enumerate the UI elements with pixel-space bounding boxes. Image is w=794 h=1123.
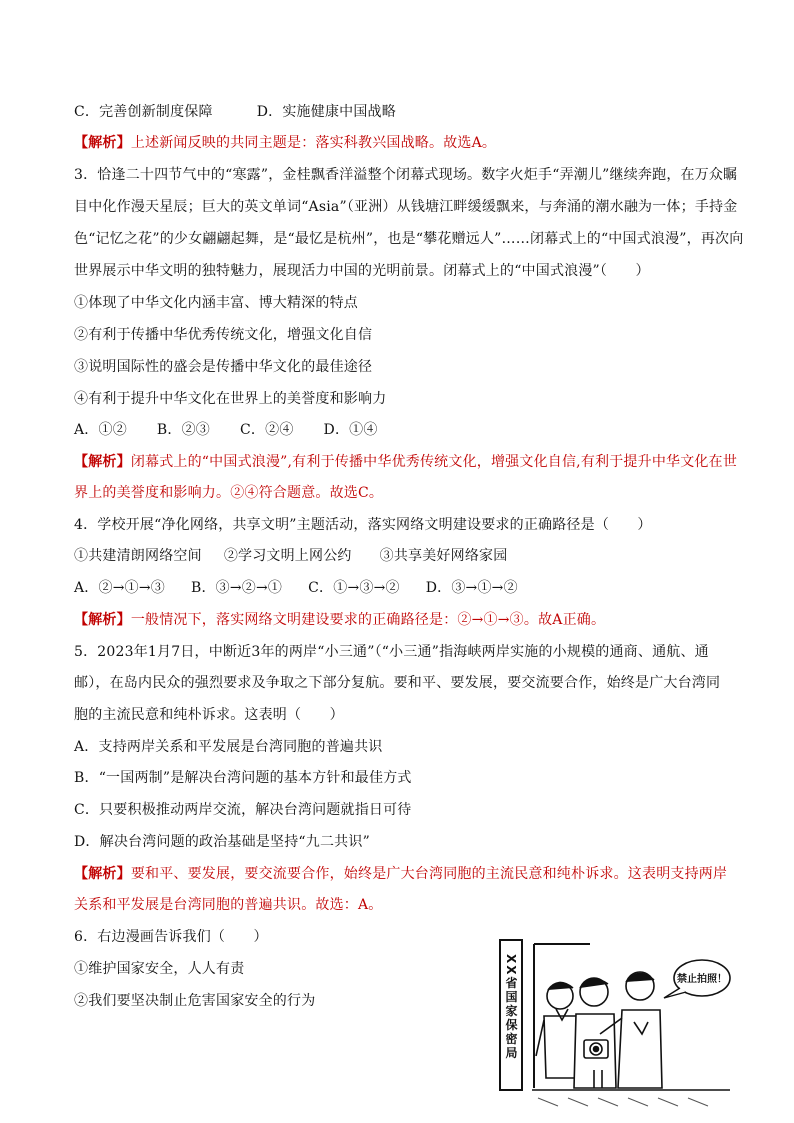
q3-option-d: D．①④ <box>323 422 378 438</box>
q2-option-c: C．完善创新制度保障 <box>74 104 213 120</box>
q5-stem-line-1: 5．2023年1月7日，中断近3年的两岸“小三通”（“小三通”指海峡两岸实施的小规模的通商、通航、通 <box>74 644 709 660</box>
comic-figure-left <box>536 982 580 1078</box>
q3-option-b: B．②③ <box>156 422 211 438</box>
q5-analysis-line-2: 关系和平发展是台湾同胞的普遍共识。故选：A。 <box>74 897 383 913</box>
q2-options-cd <box>74 102 396 122</box>
q4-option-d: D．③→①→② <box>425 580 518 596</box>
q3-analysis-text-1: 闭幕式上的“中国式浪漫”,有利于传播中华优秀传统文化，增强文化自信,有利于提升中华文化在世 <box>130 454 738 470</box>
q3-options <box>74 420 378 440</box>
comic-illustration <box>498 938 734 1116</box>
q5-stem-line-2: 邮），在岛内民众的强烈要求及争取之下部分复航。要和平、要发展，要交流要合作，始终是广大台湾同 <box>74 675 721 691</box>
q4-option-a: A．②→①→③ <box>74 580 165 596</box>
q3-stem-line-3: 色“记忆之花”的少女翩翩起舞，是“最忆是杭州”，也是“攀花赠远人”……闭幕式上的“中国式浪漫”，再次向 <box>74 231 744 247</box>
comic-speech-bubble <box>664 960 730 998</box>
q4-option-b: B．③→②→① <box>190 580 283 596</box>
q3-analysis-line-1 <box>74 452 737 472</box>
q4-analysis <box>74 610 605 630</box>
q3-analysis-text-2c: 。故选C。 <box>315 485 384 501</box>
q4-item-3: ③共享美好网络家园 <box>379 548 508 564</box>
q3-option-c: C．②④ <box>240 422 294 438</box>
q5-option-b: B．“一国两制”是解决台湾问题的基本方针和最佳方式 <box>74 770 412 786</box>
q6-item-2: ②我们要坚决制止危害国家安全的行为 <box>74 993 316 1009</box>
q2-option-d: D．实施健康中国战略 <box>256 104 396 120</box>
q3-item-2: ②有利于传播中华优秀传统文化，增强文化自信 <box>74 327 373 343</box>
q4-analysis-text-a: 一般情况下，落实网络文明建设要求的正确路径是： <box>130 612 458 628</box>
q2-analysis <box>74 133 496 153</box>
q3-analysis-highlight: ②④符合题意 <box>230 485 316 501</box>
q3-analysis-text-2a: 界上的美誉度和影响力。 <box>74 485 231 501</box>
q3-stem-line-2: 目中化作漫天星辰；巨大的英文单词“Asia”（亚洲）从钱塘江畔缓缓飘来，与奔涌的潮水融为一体；手持金 <box>74 199 738 215</box>
q5-stem-line-3: 胞的主流民意和纯朴诉求。这表明（ ） <box>74 707 344 723</box>
analysis-tag: 【解析】 <box>74 612 131 628</box>
q4-options <box>74 578 518 598</box>
q5-option-c: C．只要积极推动两岸交流，解决台湾问题就指日可待 <box>74 802 412 818</box>
q2-analysis-text: 上述新闻反映的共同主题是：落实科教兴国战略。故选A。 <box>130 135 497 151</box>
q4-items <box>74 546 507 566</box>
analysis-tag: 【解析】 <box>74 454 131 470</box>
q4-analysis-highlight: ②→①→③ <box>457 612 524 628</box>
analysis-tag: 【解析】 <box>74 866 131 882</box>
q3-item-3: ③说明国际性的盛会是传播中华文化的最佳途径 <box>74 359 373 375</box>
q3-item-1: ①体现了中华文化内涵丰富、博大精深的特点 <box>74 295 358 311</box>
comic-sign-text: XX省国家保密局 <box>504 954 518 1061</box>
q4-option-c: C．①→③→② <box>308 580 400 596</box>
q3-item-4: ④有利于提升中华文化在世界上的美誉度和影响力 <box>74 391 387 407</box>
comic-figure-middle <box>574 978 616 1088</box>
q4-item-2: ②学习文明上网公约 <box>223 548 352 564</box>
q5-option-d: D．解决台湾问题的政治基础是坚持“九二共识” <box>74 834 370 850</box>
q6-stem: 6．右边漫画告诉我们（ ） <box>74 929 268 945</box>
q3-stem-line-1: 3．恰逢二十四节气中的“寒露”，金桂飘香洋溢整个闭幕式现场。数字火炬手“弄潮儿”继续奔跑，在万众瞩 <box>74 167 738 183</box>
comic-speech-text: 禁止拍照！ <box>677 974 727 985</box>
q6-item-1: ①维护国家安全，人人有责 <box>74 961 245 977</box>
q3-option-a: A．①② <box>74 422 127 438</box>
q5-analysis-line-1 <box>74 864 727 884</box>
q3-analysis-line-2 <box>74 483 383 503</box>
q4-analysis-text-c: 。故A正确。 <box>523 612 606 628</box>
q4-stem: 4．学校开展“净化网络，共享文明”主题活动，落实网络文明建设要求的正确路径是（ ） <box>74 517 652 533</box>
q3-stem-line-4: 世界展示中华文明的独特魅力，展现活力中国的光明前景。闭幕式上的“中国式浪漫”（ ） <box>74 263 650 279</box>
q5-analysis-text-1: 要和平、要发展，要交流要合作，始终是广大台湾同胞的主流民意和纯朴诉求。这表明支持两岸 <box>130 866 728 882</box>
q5-option-a: A．支持两岸关系和平发展是台湾同胞的普遍共识 <box>74 739 383 755</box>
q4-item-1: ①共建清朗网络空间 <box>74 548 202 564</box>
analysis-tag: 【解析】 <box>74 135 131 151</box>
